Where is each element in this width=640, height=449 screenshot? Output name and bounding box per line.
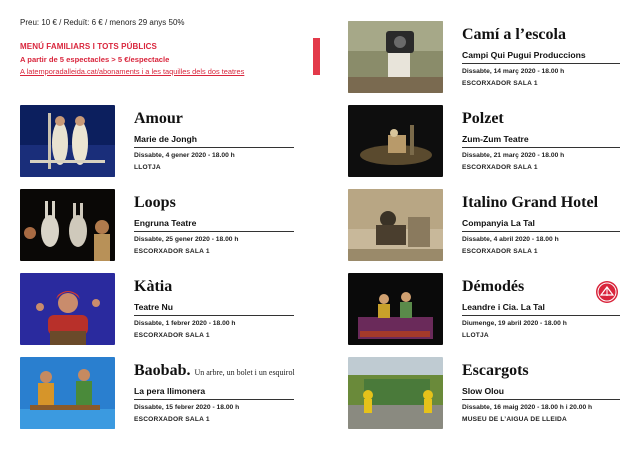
event-title: Camí a l’escola	[462, 26, 566, 43]
event-photo-amour	[20, 105, 115, 177]
divider	[462, 63, 620, 64]
circus-tent-icon	[596, 281, 618, 303]
event-company: Companyia La Tal	[462, 218, 535, 228]
divider	[462, 231, 620, 232]
event-photo-demodes	[348, 273, 443, 345]
event-company: Teatre Nu	[134, 302, 173, 312]
event-venue: LLOTJA	[134, 164, 161, 171]
event-venue: LLOTJA	[462, 332, 489, 339]
price-info: Preu: 10 € / Reduït: 6 € / menors 29 anys 50%	[20, 18, 185, 27]
event-venue: ESCORXADOR SALA 1	[134, 332, 210, 339]
event-title: Démodés	[462, 278, 525, 295]
divider	[462, 147, 620, 148]
event-title	[134, 362, 295, 380]
event-photo-polzet	[348, 105, 443, 177]
event-company: Engruna Teatre	[134, 218, 197, 228]
event-venue: ESCORXADOR SALA 1	[462, 80, 538, 87]
event-venue: ESCORXADOR SALA 1	[462, 164, 538, 171]
divider	[134, 231, 294, 232]
event-title: Kàtia	[134, 278, 173, 295]
event-photo-italino	[348, 189, 443, 261]
event-title: Italino Grand Hotel	[462, 194, 599, 211]
event-venue: ESCORXADOR SALA 1	[134, 416, 210, 423]
event-company: Slow Olou	[462, 386, 505, 396]
event-title: Escargots	[462, 362, 529, 379]
event-title-text: Baobab.	[134, 362, 191, 379]
event-company: Zum-Zum Teatre	[462, 134, 529, 144]
event-date: Dissabte, 14 març 2020 - 18.00 h	[462, 68, 565, 75]
accent-bar	[313, 38, 320, 75]
event-title: Polzet	[462, 110, 504, 127]
event-photo-escargots	[348, 357, 443, 429]
divider	[134, 399, 294, 400]
event-photo-katia	[20, 273, 115, 345]
event-company: Campi Qui Pugui Produccions	[462, 50, 586, 60]
event-photo-loops	[20, 189, 115, 261]
event-photo-cami	[348, 21, 443, 93]
event-date: Diumenge, 19 abril 2020 - 18.00 h	[462, 320, 567, 327]
divider	[462, 315, 620, 316]
event-date: Dissabte, 16 maig 2020 - 18.00 h i 20.00 h	[462, 404, 593, 411]
divider	[462, 399, 620, 400]
event-venue: MUSEU DE L’AIGUA DE LLEIDA	[462, 416, 567, 423]
family-menu-offer: A partir de 5 espectacles > 5 €/espectacle	[20, 55, 170, 64]
divider	[134, 315, 294, 316]
event-company: La pera llimonera	[134, 386, 206, 396]
event-date: Dissabte, 1 febrer 2020 - 18.00 h	[134, 320, 236, 327]
family-menu-title: MENÚ FAMILIARS I TOTS PÚBLICS	[20, 42, 157, 51]
event-date: Dissabte, 15 febrer 2020 - 18.00 h	[134, 404, 240, 411]
event-date: Dissabte, 4 gener 2020 - 18.00 h	[134, 152, 235, 159]
subscriptions-link[interactable]: A latemporadalleida.cat/abonaments i a les taquilles dels dos teatres	[20, 67, 245, 76]
event-date: Dissabte, 4 abril 2020 - 18.00 h	[462, 236, 559, 243]
event-venue: ESCORXADOR SALA 1	[134, 248, 210, 255]
event-title: Loops	[134, 194, 176, 211]
event-company: Leandre i Cia. La Tal	[462, 302, 545, 312]
event-title: Amour	[134, 110, 183, 127]
event-date: Dissabte, 21 març 2020 - 18.00 h	[462, 152, 565, 159]
event-date: Dissabte, 25 gener 2020 - 18.00 h	[134, 236, 239, 243]
event-subtitle: Un arbre, un bolet i un esquirol	[194, 368, 295, 377]
event-venue: ESCORXADOR SALA 1	[462, 248, 538, 255]
event-company: Marie de Jongh	[134, 134, 198, 144]
event-photo-baobab	[20, 357, 115, 429]
divider	[134, 147, 294, 148]
